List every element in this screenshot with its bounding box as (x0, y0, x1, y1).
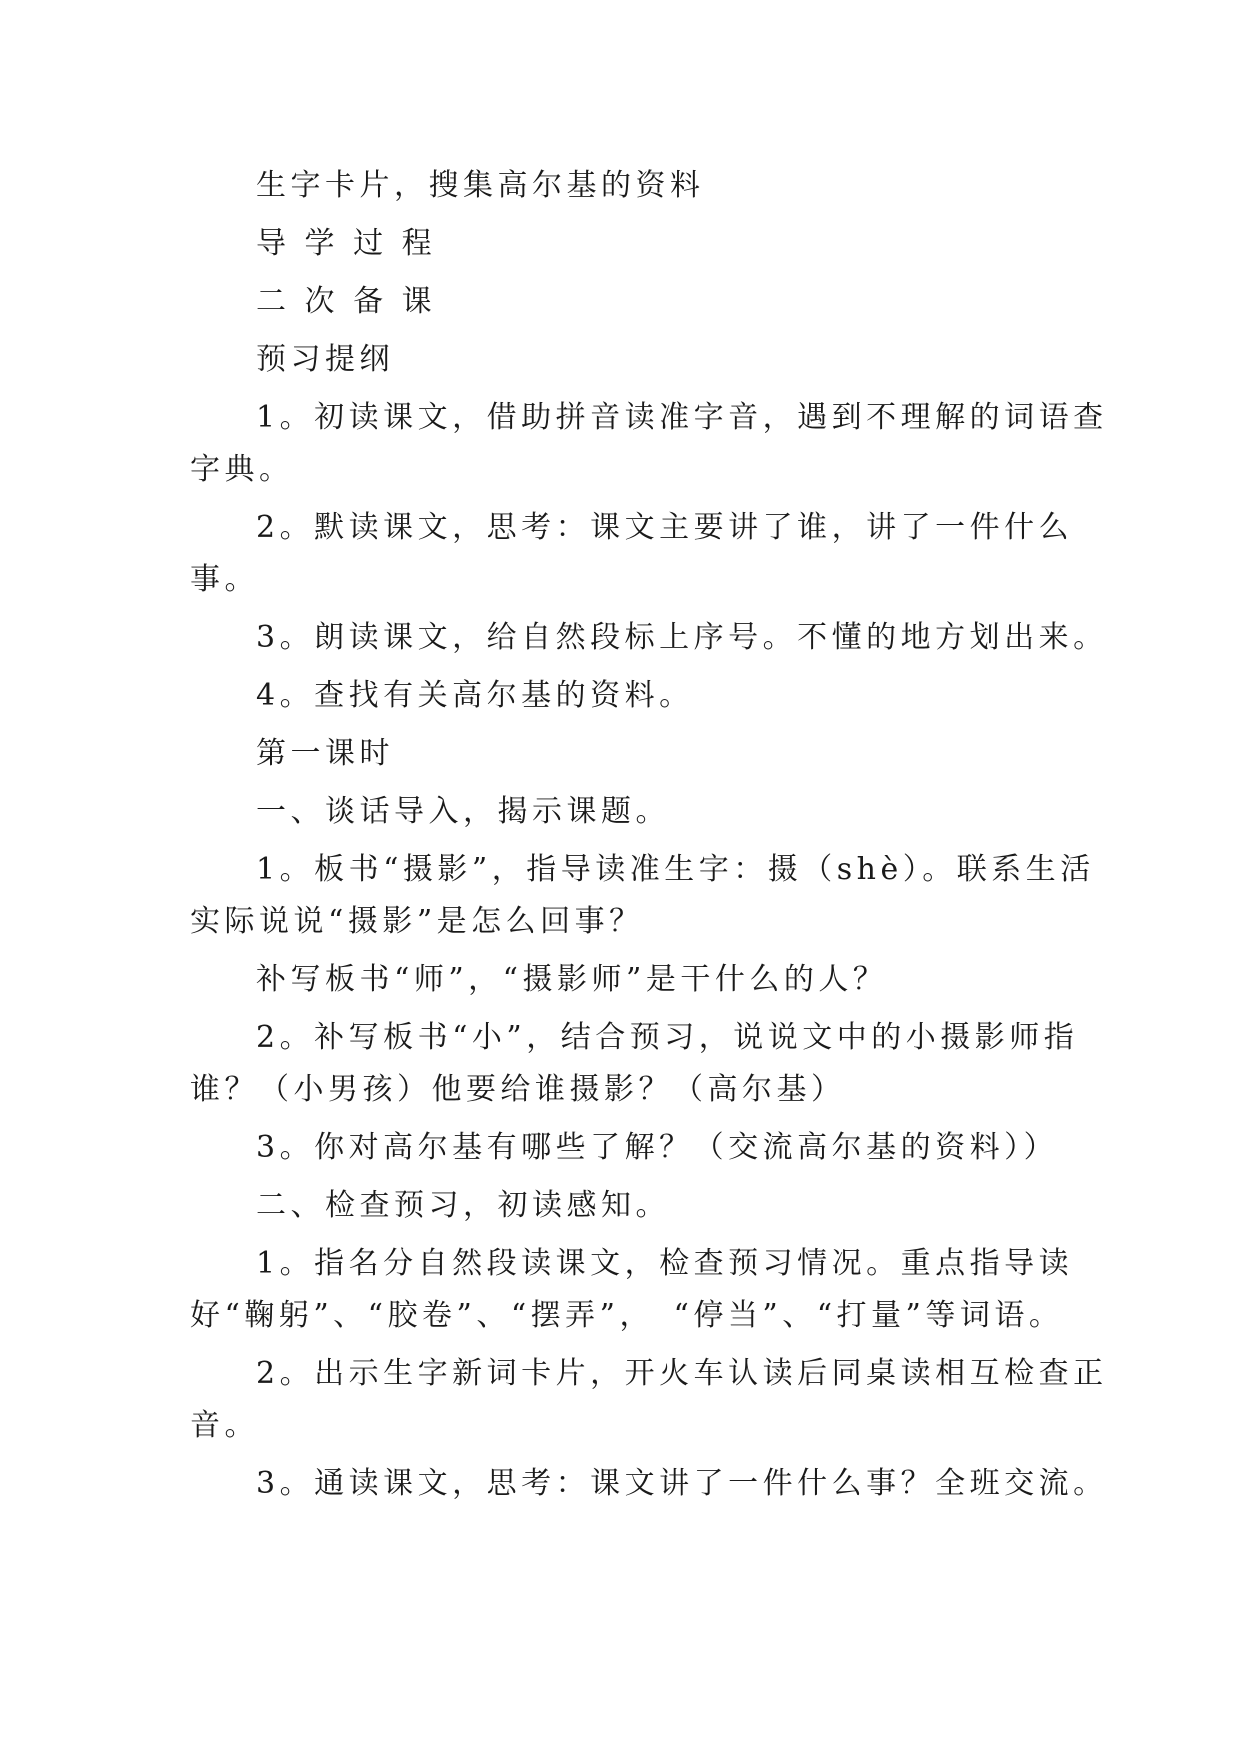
heading-guided-process: 导 学 过 程 (256, 226, 437, 261)
heading-section-two: 二、检查预习，初读感知。 (256, 1188, 670, 1223)
paragraph-section-one-1: 1。板书“摄影”，指导读准生字：摄（shè）。联系生活实际说说“摄影”是怎么回事？ (190, 852, 1095, 939)
paragraph-preview-3: 3。朗读课文，给自然段标上序号。不懂的地方划出来。 (256, 620, 1108, 655)
paragraph-section-one-3: 3。你对高尔基有哪些了解？（交流高尔基的资料）） (256, 1130, 1059, 1165)
heading-first-lesson: 第一课时 (256, 736, 394, 771)
paragraph-section-two-1: 1。指名分自然段读课文，检查预习情况。重点指导读好“鞠躬”、“胶卷”、“摆弄”， “停当”、“打量”等词语。 (190, 1246, 1074, 1333)
paragraph-preview-4: 4。查找有关高尔基的资料。 (256, 678, 694, 713)
paragraph-section-two-3: 3。通读课文，思考：课文讲了一件什么事？全班交流。 (256, 1466, 1108, 1501)
paragraph-section-one-note: 补写板书“师”，“摄影师”是干什么的人？ (256, 962, 888, 997)
paragraph-section-one-2: 2。补写板书“小”，结合预习，说说文中的小摄影师指谁？（小男孩）他要给谁摄影？（高尔基） (190, 1020, 1079, 1107)
heading-second-preparation: 二 次 备 课 (256, 284, 437, 319)
heading-section-one: 一、谈话导入，揭示课题。 (256, 794, 670, 829)
paragraph-preview-1: 1。初读课文，借助拼音读准字音，遇到不理解的词语查字典。 (190, 400, 1108, 487)
heading-preview-outline: 预习提纲 (256, 342, 394, 377)
paragraph-preview-2: 2。默读课文，思考：课文主要讲了谁，讲了一件什么事。 (190, 510, 1074, 597)
paragraph-materials: 生字卡片，搜集高尔基的资料 (256, 168, 705, 203)
document-body (190, 160, 1110, 1510)
paragraph-section-two-2: 2。出示生字新词卡片，开火车认读后同桌读相互检查正音。 (190, 1356, 1108, 1443)
